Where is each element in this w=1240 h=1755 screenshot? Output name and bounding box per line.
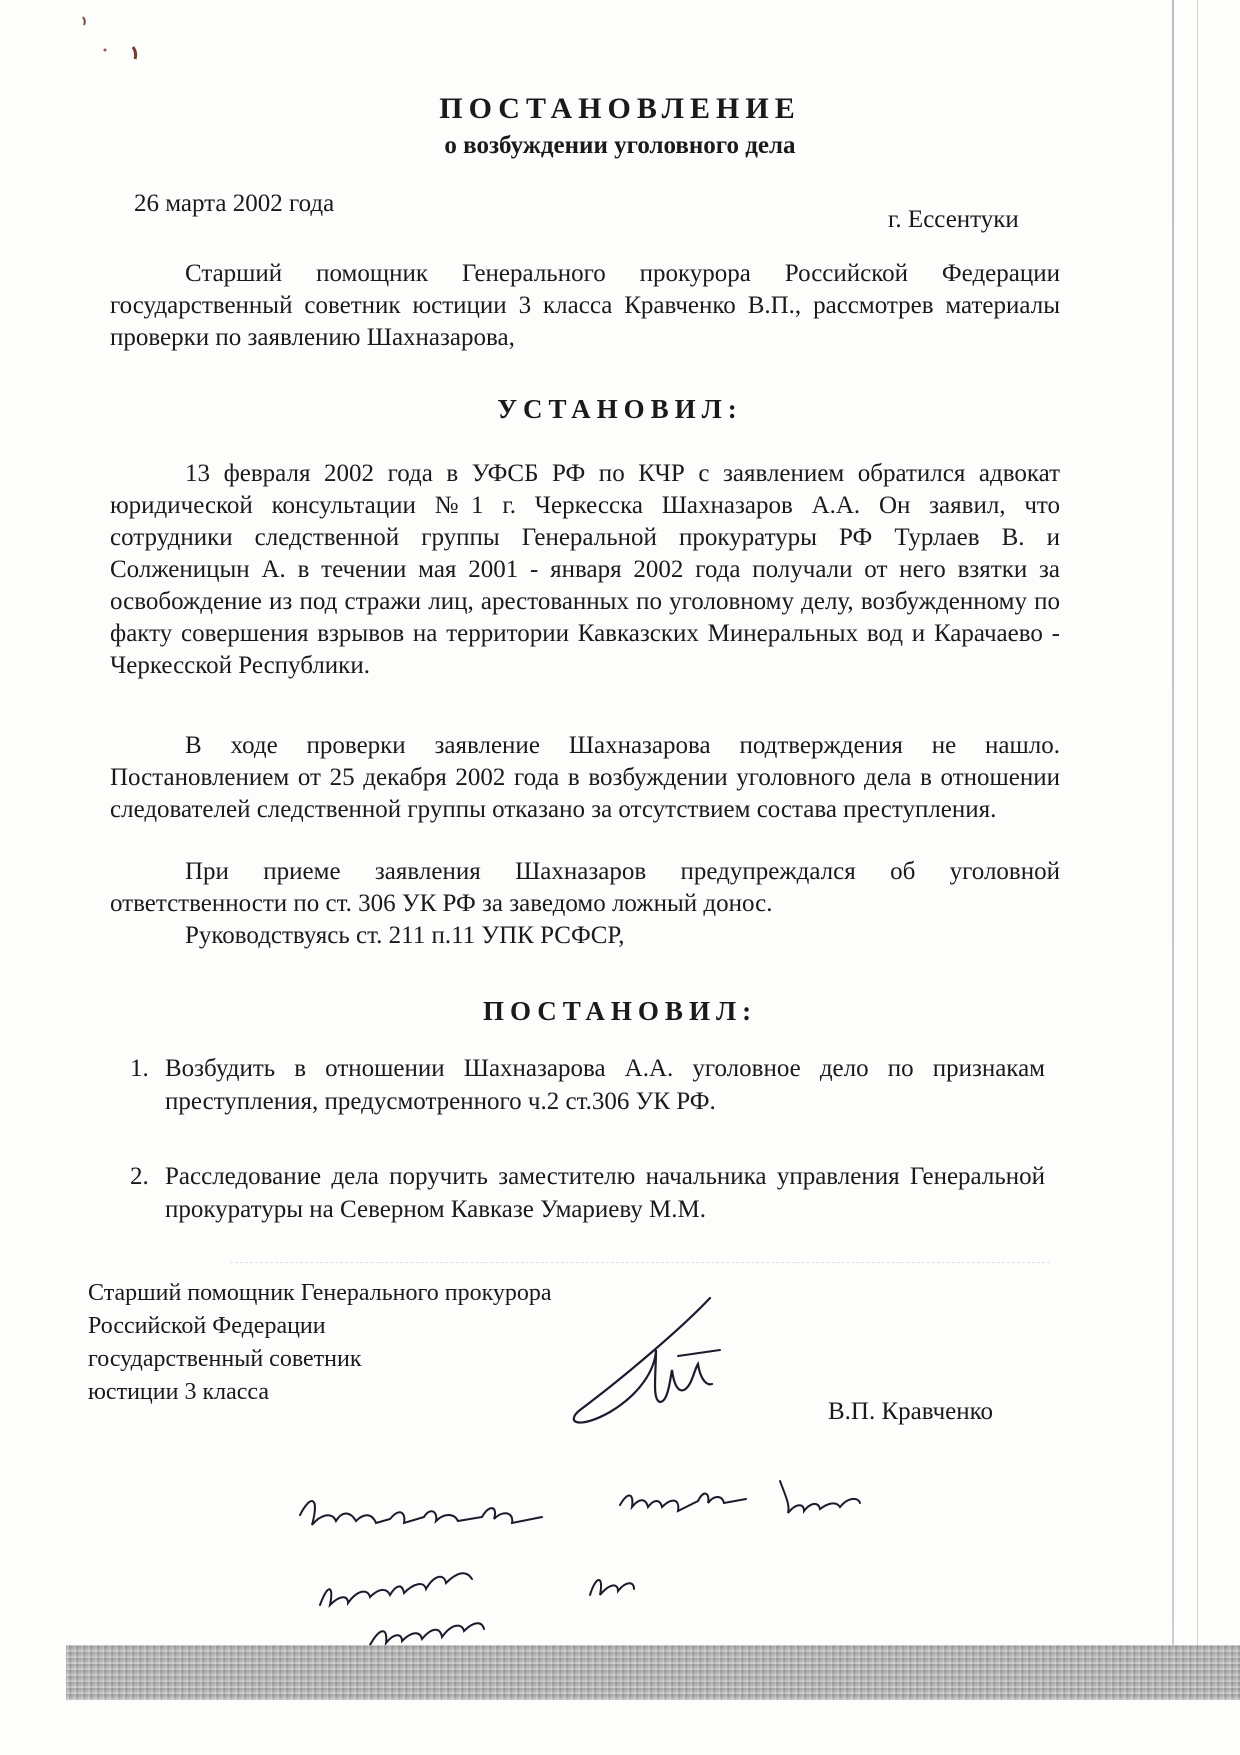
resolution-item-text: Возбудить в отношении Шахназарова А.А. уголовное дело по признакам преступления, предусмотренного ч.2 ст.306 УК РФ. xyxy=(165,1055,1045,1115)
handwritten-signature xyxy=(560,1290,760,1450)
established-paragraph: 13 февраля 2002 года в УФСБ РФ по КЧР с заявлением обратился адвокат юридической консультации №1 г. Черкесска Шахназаров А.А. Он заявил, что сотрудники следственной группы Генеральной прокуратуры РФ Турлаев В. и Солженицын А. в течении мая 2001 - января 2002 года получали от него взятки за освобождение из под стражи лиц, арестованных по уголовному делу, возбужденному по факту совершения взрывов на территории Кавказских Минеральных вод и Карачаево - Черкесской Республики. xyxy=(110,460,1060,679)
document-city: г. Ессентуки xyxy=(888,206,1019,233)
scan-edge xyxy=(1172,0,1174,1650)
established-paragraph: В ходе проверки заявление Шахназарова подтверждения не нашло. Постановлением от 25 декабря 2002 года в возбуждении уголовного дела в отношении следователей следственной группы отказано за отсутствием состава преступления. xyxy=(110,732,1060,823)
established-heading: УСТАНОВИЛ: xyxy=(497,394,743,424)
handwritten-note xyxy=(290,1475,970,1655)
signatory-line: Старший помощник Генерального прокурора xyxy=(88,1280,552,1306)
scan-edge xyxy=(1197,0,1198,1650)
document-date: 26 марта 2002 года xyxy=(134,190,335,217)
signatory-line: государственный советник xyxy=(88,1346,362,1372)
intro-paragraph: Старший помощник Генерального прокурора Российской Федерации государственный советник юстиции 3 класса Кравченко В.П., рассмотрев материалы проверки по заявлению Шахназарова, xyxy=(110,260,1060,351)
established-paragraph: При приеме заявления Шахназаров предупреждался об уголовной ответственности по ст. 306 УК РФ за заведомо ложный донос. xyxy=(110,858,1060,917)
signatory-name: В.П. Кравченко xyxy=(828,1398,994,1425)
document-title: ПОСТАНОВЛЕНИЕ xyxy=(439,92,801,125)
resolved-heading: ПОСТАНОВИЛ: xyxy=(482,996,758,1026)
scan-artifact xyxy=(230,1262,1050,1264)
signatory-line: юстиции 3 класса xyxy=(88,1379,269,1405)
resolution-item-number: 2. xyxy=(130,1163,149,1190)
signatory-line: Российской Федерации xyxy=(88,1313,326,1339)
scan-artifact xyxy=(66,1645,1240,1700)
established-paragraph: Руководствуясь ст. 211 п.11 УПК РСФСР, xyxy=(185,922,625,949)
resolution-item xyxy=(130,1052,1045,1118)
resolution-item-text: Расследование дела поручить заместителю начальника управления Генеральной прокуратуры на Северном Кавказе Умариеву М.М. xyxy=(165,1163,1045,1223)
scan-speck xyxy=(75,5,155,65)
document-subtitle: о возбуждении уголовного дела xyxy=(444,132,796,159)
resolution-item-number: 1. xyxy=(130,1055,149,1082)
signatory-block xyxy=(88,1277,552,1409)
resolution-item xyxy=(130,1160,1045,1226)
